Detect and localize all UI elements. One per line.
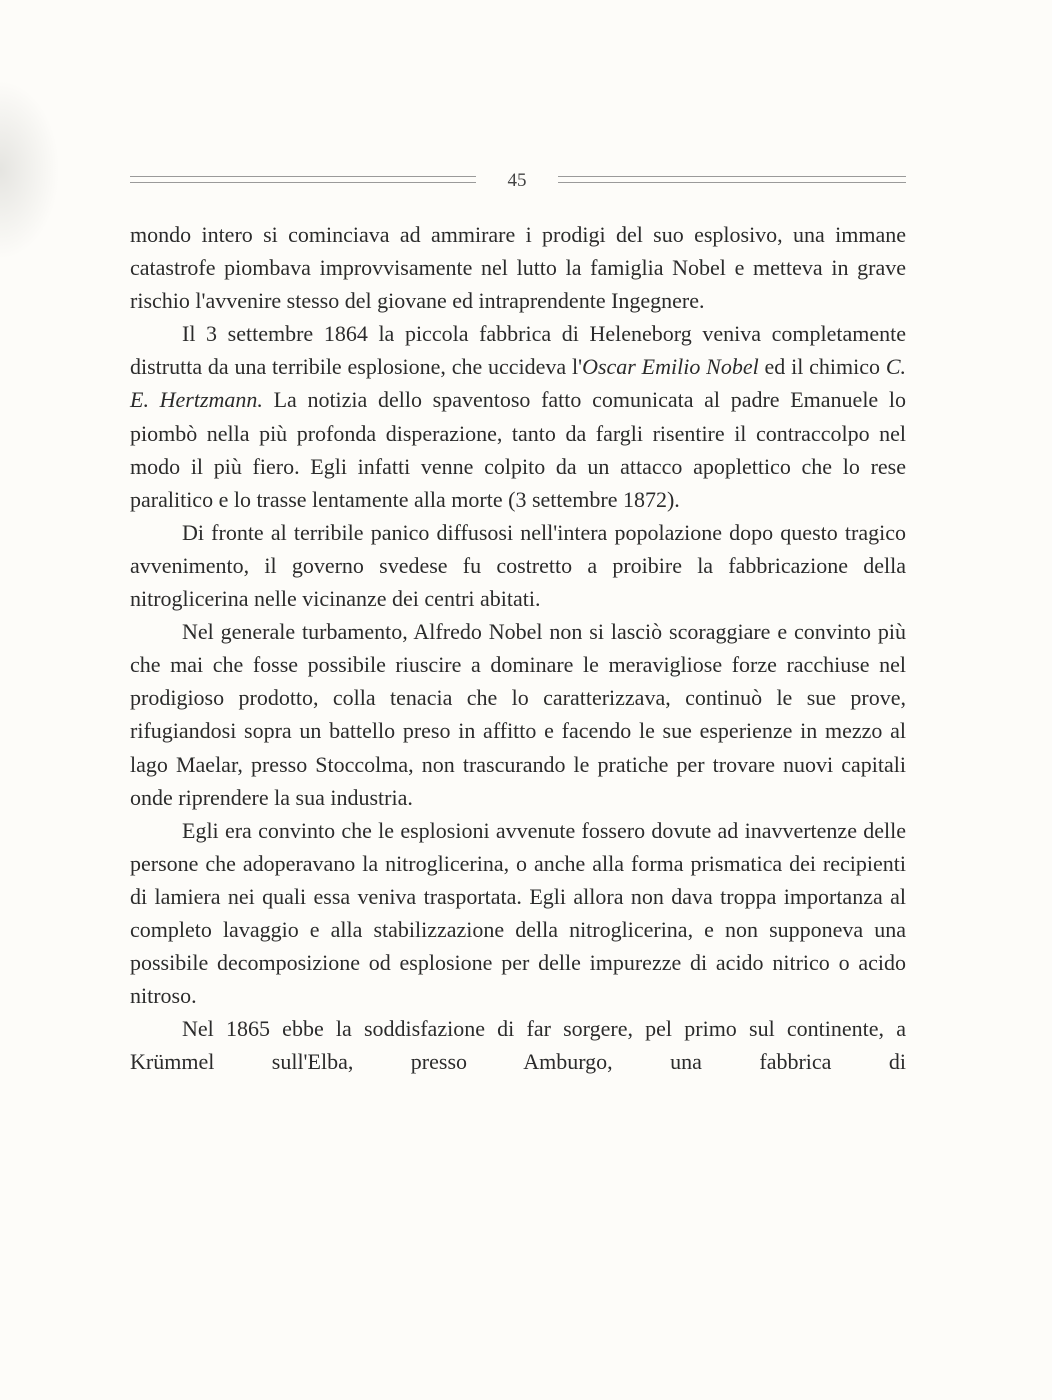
paragraph-2-text-c: La notizia dello spaventoso fatto comunicata al padre Emanuele lo piombò nella più profonda disperazione, tanto da fargli risentire il contraccolpo nel modo il più fiero. Egli infatti venne colpito da un attacco apoplettico che lo rese paralitico e lo trasse lentamente alla morte (3 settembre 1872). xyxy=(130,387,906,512)
paragraph-2-italic-name: Oscar Emilio Nobel xyxy=(582,354,759,380)
page-number: 45 xyxy=(507,170,527,191)
paragraph-4: Nel generale turbamento, Alfredo Nobel non si lasciò scoraggiare e convinto più che mai che fosse possibile riuscire a dominare le meravigliose forze racchiuse nel prodigioso prodotto, colla tenacia che lo caratterizzava, continuò le sue prove, rifugiandosi sopra un battello preso in affitto e facendo le sue esperienze in mezzo al lago Maelar, presso Stoccolma, non trascurando le pratiche per trovare nuovi capitali onde riprendere la sua industria. xyxy=(130,619,906,810)
paragraph-2-text-a: Il 3 settembre 1864 la piccola fabbrica di Heleneborg veniva completamente distrutta da una terribile esplosione, che uccideva l' xyxy=(130,321,906,380)
paragraph-5: Egli era convinto che le esplosioni avvenute fossero dovute ad inavvertenze delle persone che adoperavano la nitroglicerina, o anche alla forma prismatica dei recipienti di lamiera nei quali essa veniva trasportata. Egli allora non dava troppa importanza al completo lavaggio e alla stabilizzazione della nitroglicerina, e non supponeva una possibile decomposizione od esplosione per delle impurezze di acido nitrico o acido nitroso. xyxy=(130,817,906,1009)
text-body xyxy=(130,218,906,1078)
running-head xyxy=(130,170,906,192)
page-edge-stain xyxy=(0,80,60,260)
paragraph-2-italic-chemist: C. E. Hertzmann. xyxy=(130,354,907,413)
paragraph-3: Di fronte al terribile panico diffusosi nell'intera popolazione dopo questo tragico avvenimento, il governo svedese fu costretto a proibire la fabbricazione della nitroglicerina nelle vicinanze dei centri abitati. xyxy=(130,519,906,612)
paragraph-1: mondo intero si cominciava ad ammirare i prodigi del suo esplosivo, una immane catastrofe piombava improvvisamente nel lutto la famiglia Nobel e metteva in grave rischio l'avvenire stesso del giovane ed intraprendente Ingegnere. xyxy=(130,222,906,314)
header-rule-right xyxy=(558,176,906,183)
paragraph-2-text-b: ed il chimico xyxy=(758,354,886,380)
header-rule-left xyxy=(130,176,476,183)
paragraph-2 xyxy=(130,317,906,516)
paragraph-6: Nel 1865 ebbe la soddisfazione di far sorgere, pel primo sul continente, a Krümmel sull'Elba, presso Amburgo, una fabbrica di xyxy=(130,1016,906,1075)
